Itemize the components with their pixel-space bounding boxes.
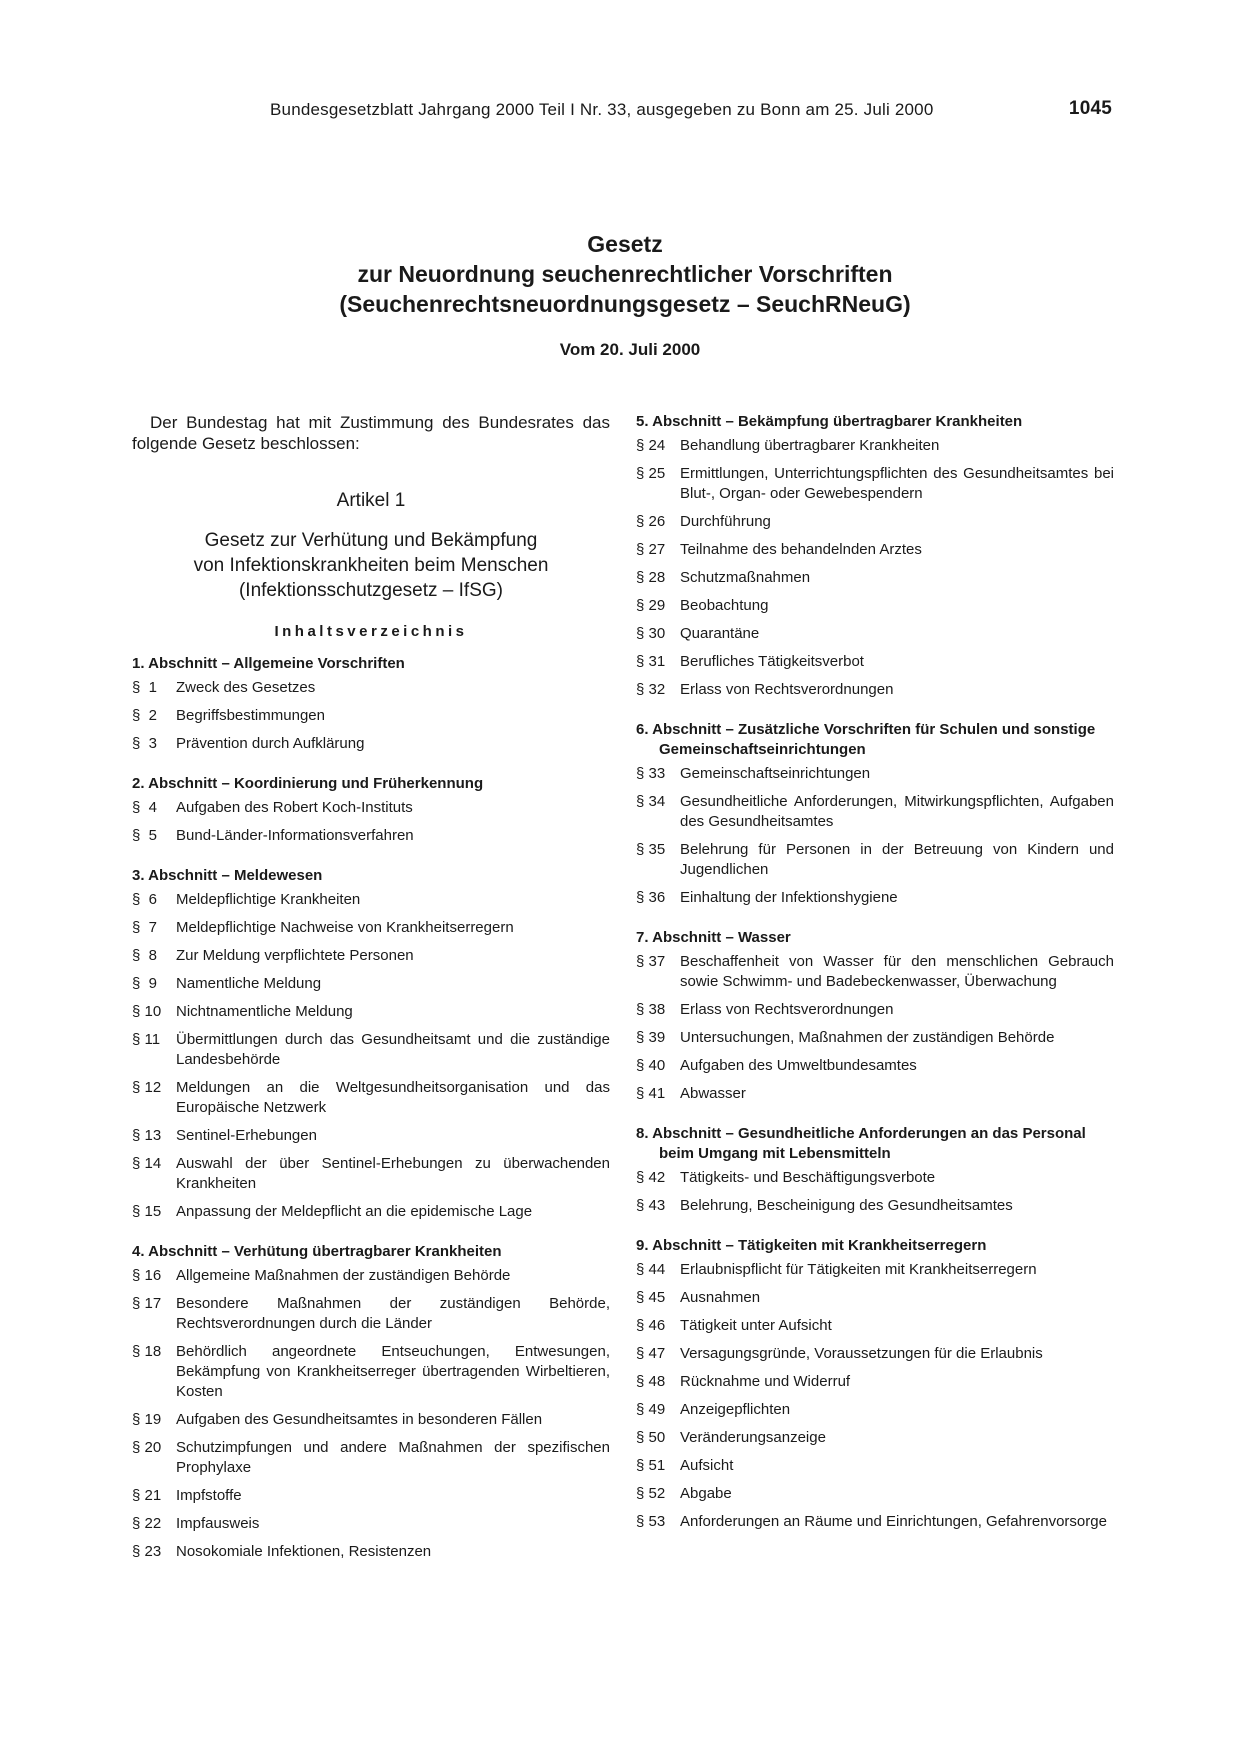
paragraph-number: § 50 xyxy=(636,1429,666,1446)
title-line-1: Gesetz xyxy=(587,231,663,257)
paragraph-title: Erlass von Rechtsverordnungen xyxy=(680,1001,894,1018)
toc-entry xyxy=(636,840,1114,880)
toc-entry xyxy=(636,1372,1114,1392)
paragraph-title: Tätigkeits- und Beschäftigungsverbote xyxy=(680,1169,936,1186)
toc-entry xyxy=(132,1342,610,1402)
paragraph-title: Erlass von Rechtsverordnungen xyxy=(680,681,894,698)
right-column xyxy=(636,412,1114,1540)
toc-entry xyxy=(636,1000,1114,1020)
paragraph-title: Bund-Länder-Informationsverfahren xyxy=(176,827,414,844)
toc-entry xyxy=(132,826,610,846)
toc-entry xyxy=(636,624,1114,644)
paragraph-number: § 26 xyxy=(636,513,666,530)
paragraph-number: § 16 xyxy=(132,1267,162,1284)
toc-entry xyxy=(132,1410,610,1430)
artikel-heading: Artikel 1 xyxy=(336,490,406,511)
toc-left xyxy=(132,654,610,1562)
act-title-line-2: von Infektionskrankheiten beim Menschen xyxy=(193,555,549,576)
toc-entry xyxy=(132,1030,610,1070)
toc-entry xyxy=(636,1400,1114,1420)
paragraph-number: § 3 xyxy=(132,735,158,752)
paragraph-title: Prävention durch Aufklärung xyxy=(176,735,365,752)
paragraph-number: § 12 xyxy=(132,1079,162,1096)
toc-entry xyxy=(132,1202,610,1222)
paragraph-number: § 37 xyxy=(636,953,666,970)
section-heading: 2. Abschnitt – Koordinierung und Früherkennung xyxy=(132,775,484,792)
paragraph-number: § 36 xyxy=(636,889,666,906)
paragraph-title: Impfstoffe xyxy=(176,1487,242,1504)
paragraph-title: Belehrung, Bescheinigung des Gesundheitsamtes xyxy=(680,1197,1013,1214)
paragraph-title: Aufsicht xyxy=(680,1457,734,1474)
toc-entry xyxy=(636,1512,1114,1532)
toc-entry xyxy=(636,1260,1114,1280)
paragraph-number: § 19 xyxy=(132,1411,162,1428)
paragraph-title: Ausnahmen xyxy=(680,1289,761,1306)
paragraph-title: Erlaubnispflicht für Tätigkeiten mit Krankheitserregern xyxy=(680,1261,1037,1278)
paragraph-number: § 40 xyxy=(636,1057,666,1074)
toc-entry xyxy=(132,1438,610,1478)
section-heading: 7. Abschnitt – Wasser xyxy=(636,929,791,946)
paragraph-number: § 31 xyxy=(636,653,666,670)
paragraph-title: Auswahl der über Sentinel-Erhebungen zu überwachenden Krankheiten xyxy=(176,1155,610,1192)
paragraph-title: Behandlung übertragbarer Krankheiten xyxy=(680,437,940,454)
paragraph-title: Besondere Maßnahmen der zuständigen Behörde, Rechtsverordnungen durch die Länder xyxy=(176,1295,610,1332)
paragraph-title: Anzeigepflichten xyxy=(680,1401,791,1418)
publication-line: Bundesgesetzblatt Jahrgang 2000 Teil I Nr. 33, ausgegeben zu Bonn am 25. Juli 2000 xyxy=(270,100,934,119)
paragraph-title: Begriffsbestimmungen xyxy=(176,707,325,724)
toc-entry xyxy=(636,1028,1114,1048)
toc-entry xyxy=(132,1126,610,1146)
paragraph-number: § 52 xyxy=(636,1485,666,1502)
toc-entry xyxy=(132,1266,610,1286)
paragraph-number: § 34 xyxy=(636,793,666,810)
page-number: 1045 xyxy=(1068,98,1112,119)
paragraph-number: § 23 xyxy=(132,1543,162,1560)
toc-entry xyxy=(636,436,1114,456)
title-line-3: (Seuchenrechtsneuordnungsgesetz – SeuchRNeuG) xyxy=(339,291,911,317)
toc-entry xyxy=(132,974,610,994)
left-column xyxy=(132,412,610,1570)
paragraph-number: § 49 xyxy=(636,1401,666,1418)
paragraph-number: § 39 xyxy=(636,1029,666,1046)
paragraph-title: Ermittlungen, Unterrichtungspflichten des Gesundheitsamtes bei Blut-, Organ- oder Gewebespendern xyxy=(680,465,1114,502)
toc-entry xyxy=(132,1154,610,1194)
paragraph-number: § 51 xyxy=(636,1457,666,1474)
paragraph-number: § 20 xyxy=(132,1439,162,1456)
toc-entry xyxy=(636,680,1114,700)
toc-entry xyxy=(636,540,1114,560)
toc-entry xyxy=(636,952,1114,992)
paragraph-title: Anforderungen an Räume und Einrichtungen, Gefahrenvorsorge xyxy=(680,1513,1107,1530)
paragraph-title: Impfausweis xyxy=(176,1515,260,1532)
toc-entry xyxy=(132,678,610,698)
paragraph-title: Behördlich angeordnete Entseuchungen, Entwesungen, Bekämpfung von Krankheitserreger übertragenden Wirbeltieren, Kosten xyxy=(176,1343,610,1400)
toc-entry xyxy=(132,798,610,818)
section-heading: 4. Abschnitt – Verhütung übertragbarer Krankheiten xyxy=(132,1243,502,1260)
paragraph-title: Untersuchungen, Maßnahmen der zuständigen Behörde xyxy=(680,1029,1055,1046)
law-date: Vom 20. Juli 2000 xyxy=(559,340,701,359)
paragraph-title: Durchführung xyxy=(680,513,771,530)
toc-entry xyxy=(636,792,1114,832)
toc-heading: Inhaltsverzeichnis xyxy=(274,623,468,640)
toc-entry xyxy=(636,1484,1114,1504)
paragraph-title: Nosokomiale Infektionen, Resistenzen xyxy=(176,1543,432,1560)
toc-entry xyxy=(132,918,610,938)
paragraph-title: Aufgaben des Umweltbundesamtes xyxy=(680,1057,917,1074)
paragraph-title: Berufliches Tätigkeitsverbot xyxy=(680,653,864,670)
paragraph-number: § 27 xyxy=(636,541,666,558)
paragraph-title: Meldepflichtige Nachweise von Krankheitserregern xyxy=(176,919,514,936)
paragraph-number: § 11 xyxy=(132,1031,161,1048)
toc-entry xyxy=(132,1294,610,1334)
paragraph-title: Gesundheitliche Anforderungen, Mitwirkungspflichten, Aufgaben des Gesundheitsamtes xyxy=(680,793,1114,830)
paragraph-title: Einhaltung der Infektionshygiene xyxy=(680,889,898,906)
paragraph-number: § 5 xyxy=(132,827,158,844)
paragraph-title: Rücknahme und Widerruf xyxy=(680,1373,851,1390)
paragraph-number: § 13 xyxy=(132,1127,162,1144)
paragraph-title: Nichtnamentliche Meldung xyxy=(176,1003,353,1020)
toc-entry xyxy=(132,946,610,966)
paragraph-number: § 28 xyxy=(636,569,666,586)
section-heading: 8. Abschnitt – Gesundheitliche Anforderungen an das Personal beim Umgang mit Lebensmitteln xyxy=(636,1125,1086,1162)
toc-entry xyxy=(636,1196,1114,1216)
paragraph-title: Abgabe xyxy=(680,1485,732,1502)
paragraph-number: § 35 xyxy=(636,841,666,858)
paragraph-number: § 2 xyxy=(132,707,158,724)
paragraph-number: § 9 xyxy=(132,975,158,992)
paragraph-title: Abwasser xyxy=(680,1085,746,1102)
toc-entry xyxy=(636,1344,1114,1364)
paragraph-title: Schutzimpfungen und andere Maßnahmen der spezifischen Prophylaxe xyxy=(176,1439,610,1476)
section-heading: 6. Abschnitt – Zusätzliche Vorschriften für Schulen und sonstige Gemeinschaftseinrichtungen xyxy=(636,721,1096,758)
toc-entry xyxy=(636,1084,1114,1104)
act-title-line-1: Gesetz zur Verhütung und Bekämpfung xyxy=(204,530,538,551)
toc-entry xyxy=(636,1456,1114,1476)
toc-entry xyxy=(132,890,610,910)
toc-entry xyxy=(636,1056,1114,1076)
paragraph-number: § 32 xyxy=(636,681,666,698)
toc-entry xyxy=(636,464,1114,504)
paragraph-number: § 1 xyxy=(132,679,158,696)
paragraph-number: § 15 xyxy=(132,1203,162,1220)
paragraph-number: § 53 xyxy=(636,1513,666,1530)
paragraph-number: § 17 xyxy=(132,1295,162,1312)
paragraph-number: § 38 xyxy=(636,1001,666,1018)
toc-entry xyxy=(132,1542,610,1562)
paragraph-title: Namentliche Meldung xyxy=(176,975,322,992)
intro-paragraph: Der Bundestag hat mit Zustimmung des Bundesrates das folgende Gesetz beschlossen: xyxy=(132,413,610,453)
paragraph-number: § 45 xyxy=(636,1289,666,1306)
paragraph-number: § 6 xyxy=(132,891,158,908)
paragraph-title: Zweck des Gesetzes xyxy=(176,679,316,696)
toc-entry xyxy=(636,1288,1114,1308)
toc-entry xyxy=(132,1514,610,1534)
paragraph-title: Zur Meldung verpflichtete Personen xyxy=(176,947,414,964)
paragraph-title: Beobachtung xyxy=(680,597,769,614)
toc-entry xyxy=(636,1316,1114,1336)
paragraph-title: Gemeinschaftseinrichtungen xyxy=(680,765,871,782)
paragraph-number: § 42 xyxy=(636,1169,666,1186)
paragraph-title: Belehrung für Personen in der Betreuung von Kindern und Jugendlichen xyxy=(680,841,1114,878)
section-heading: 1. Abschnitt – Allgemeine Vorschriften xyxy=(132,655,405,672)
paragraph-number: § 41 xyxy=(636,1085,666,1102)
toc-entry xyxy=(132,706,610,726)
toc-entry xyxy=(132,1486,610,1506)
paragraph-title: Quarantäne xyxy=(680,625,760,642)
paragraph-title: Anpassung der Meldepflicht an die epidemische Lage xyxy=(176,1203,533,1220)
paragraph-number: § 46 xyxy=(636,1317,666,1334)
paragraph-number: § 7 xyxy=(132,919,158,936)
paragraph-number: § 4 xyxy=(132,799,158,816)
paragraph-number: § 29 xyxy=(636,597,666,614)
paragraph-title: Veränderungsanzeige xyxy=(680,1429,826,1446)
toc-entry xyxy=(132,1078,610,1118)
title-line-2: zur Neuordnung seuchenrechtlicher Vorschriften xyxy=(357,261,893,287)
paragraph-title: Allgemeine Maßnahmen der zuständigen Behörde xyxy=(176,1267,511,1284)
act-title xyxy=(132,528,610,603)
toc-entry xyxy=(132,1002,610,1022)
paragraph-number: § 18 xyxy=(132,1343,162,1360)
paragraph-number: § 22 xyxy=(132,1515,162,1532)
act-title-line-3: (Infektionsschutzgesetz – IfSG) xyxy=(238,580,503,601)
toc-entry xyxy=(636,568,1114,588)
paragraph-number: § 10 xyxy=(132,1003,162,1020)
paragraph-title: Meldepflichtige Krankheiten xyxy=(176,891,361,908)
toc-entry xyxy=(636,512,1114,532)
paragraph-number: § 30 xyxy=(636,625,666,642)
paragraph-number: § 33 xyxy=(636,765,666,782)
paragraph-number: § 48 xyxy=(636,1373,666,1390)
paragraph-title: Sentinel-Erhebungen xyxy=(176,1127,317,1144)
paragraph-title: Meldungen an die Weltgesundheitsorganisation und das Europäische Netzwerk xyxy=(176,1079,610,1116)
toc-entry xyxy=(636,652,1114,672)
paragraph-title: Schutzmaßnahmen xyxy=(680,569,811,586)
toc-entry xyxy=(132,734,610,754)
paragraph-number: § 47 xyxy=(636,1345,666,1362)
paragraph-title: Aufgaben des Gesundheitsamtes in besonderen Fällen xyxy=(176,1411,543,1428)
paragraph-title: Übermittlungen durch das Gesundheitsamt und die zuständige Landesbehörde xyxy=(176,1031,610,1068)
toc-entry xyxy=(636,1428,1114,1448)
paragraph-number: § 14 xyxy=(132,1155,162,1172)
paragraph-title: Beschaffenheit von Wasser für den menschlichen Gebrauch sowie Schwimm- und Badebeckenwasser, Überwachung xyxy=(680,953,1114,990)
paragraph-number: § 24 xyxy=(636,437,666,454)
paragraph-title: Aufgaben des Robert Koch-Instituts xyxy=(176,799,413,816)
toc-entry xyxy=(636,888,1114,908)
paragraph-title: Versagungsgründe, Voraussetzungen für die Erlaubnis xyxy=(680,1345,1043,1362)
law-title xyxy=(0,229,1240,319)
paragraph-number: § 25 xyxy=(636,465,666,482)
paragraph-number: § 44 xyxy=(636,1261,666,1278)
paragraph-number: § 21 xyxy=(132,1487,162,1504)
toc-entry xyxy=(636,596,1114,616)
paragraph-number: § 43 xyxy=(636,1197,666,1214)
section-heading: 5. Abschnitt – Bekämpfung übertragbarer Krankheiten xyxy=(636,413,1023,430)
toc-entry xyxy=(636,764,1114,784)
paragraph-title: Teilnahme des behandelnden Arztes xyxy=(680,541,922,558)
paragraph-title: Tätigkeit unter Aufsicht xyxy=(680,1317,832,1334)
paragraph-number: § 8 xyxy=(132,947,158,964)
section-heading: 3. Abschnitt – Meldewesen xyxy=(132,867,323,884)
section-heading: 9. Abschnitt – Tätigkeiten mit Krankheitserregern xyxy=(636,1237,987,1254)
toc-entry xyxy=(636,1168,1114,1188)
